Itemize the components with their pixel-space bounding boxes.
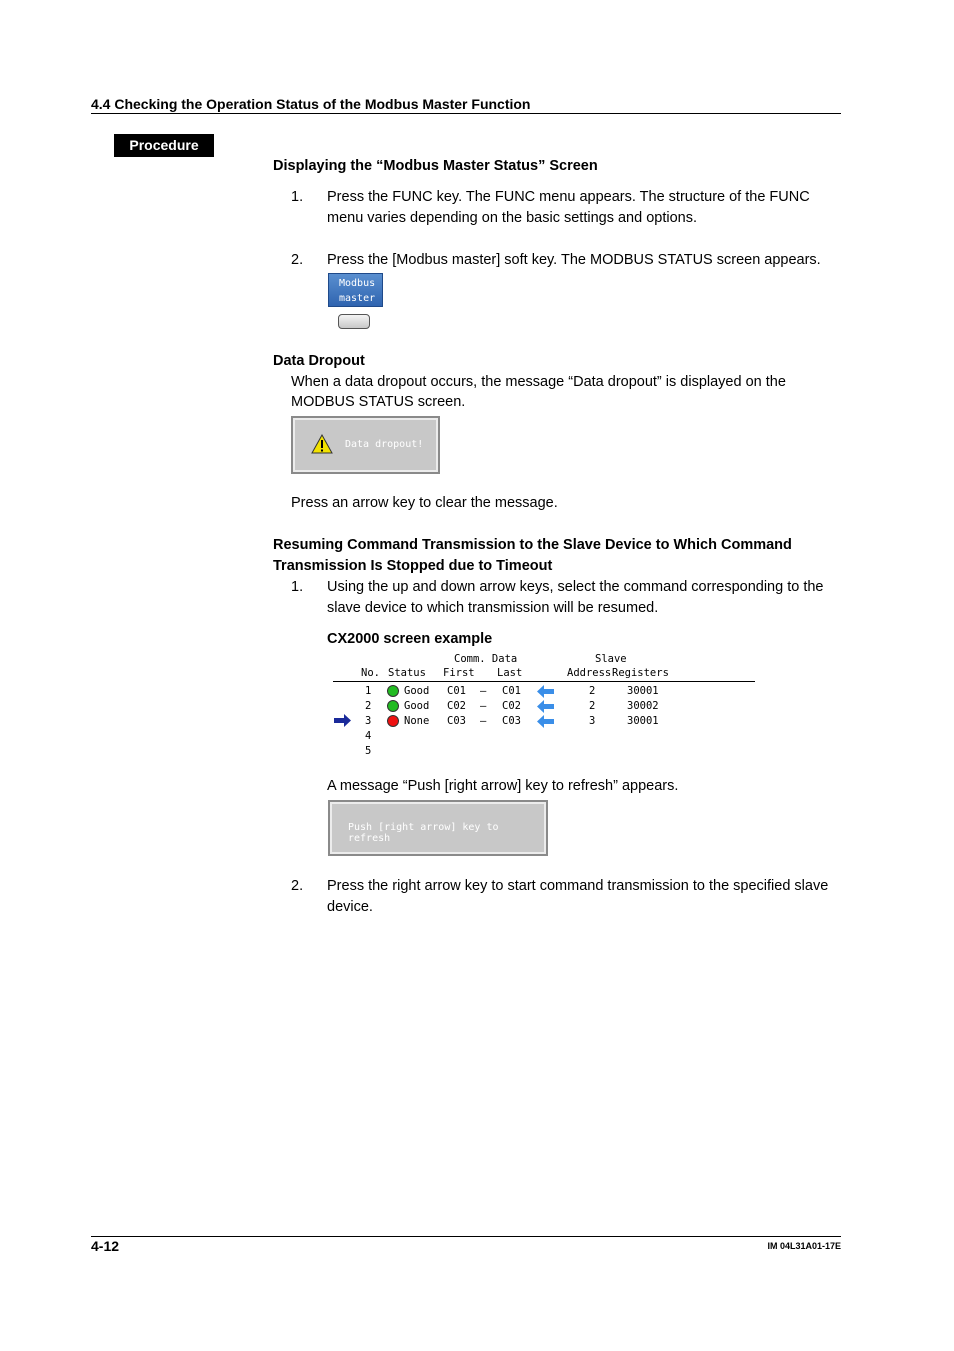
table-divider [333,681,755,682]
step-text: slave device to which transmission will be resumed. [327,600,659,616]
row-dash: – [480,700,487,712]
selection-arrow-icon [334,714,351,727]
row-registers: 30001 [627,715,659,727]
document-id: IM 04L31A01-17E [767,1241,841,1251]
row-no: 4 [365,730,372,742]
status-none-icon [387,715,399,727]
refresh-note: A message “Push [right arrow] key to refresh” appears. [327,778,679,794]
step-number: 1. [291,579,304,595]
resume-heading: Resuming Command Transmission to the Slave Device to Which Command [273,537,792,553]
left-arrow-icon [537,685,554,698]
row-no: 2 [365,700,372,712]
softkey-label: Modbus [339,278,376,289]
section-header: 4.4 Checking the Operation Status of the Modbus Master Function [91,95,841,114]
row-address: 3 [589,715,596,727]
page-number: 4-12 [91,1238,120,1254]
dropout-after-text: Press an arrow key to clear the message. [291,495,558,511]
step-text: Press the FUNC key. The FUNC menu appears. The structure of the FUNC [327,189,810,205]
resume-heading: Transmission Is Stopped due to Timeout [273,558,553,574]
modbus-master-softkey[interactable] [328,273,383,307]
dropout-text: MODBUS STATUS screen. [291,394,466,410]
dropout-message-text: Data dropout! [345,439,424,450]
row-status: Good [404,685,430,697]
row-dash: – [480,715,487,727]
footer-rule [91,1236,841,1237]
col-last: Last [497,667,523,679]
row-no: 1 [365,685,372,697]
step-text: device. [327,899,373,915]
procedure-badge: Procedure [114,134,214,157]
soft-key-button[interactable] [338,314,370,329]
step-text: Using the up and down arrow keys, select the command corresponding to the [327,579,824,595]
status-good-icon [387,685,399,697]
step-number: 2. [291,878,304,894]
left-arrow-icon [537,715,554,728]
refresh-message [328,800,548,856]
data-dropout-message [291,416,440,474]
step-number: 1. [291,189,304,205]
status-good-icon [387,700,399,712]
example-title: CX2000 screen example [327,631,493,647]
row-last: C02 [502,700,521,712]
row-registers: 30001 [627,685,659,697]
col-status: Status [388,667,426,679]
step-number: 2. [291,252,304,268]
group-header-slave: Slave [595,653,627,665]
step-text: Press the right arrow key to start command transmission to the specified slave [327,878,829,894]
left-arrow-icon [537,700,554,713]
row-dash: – [480,685,487,697]
row-address: 2 [589,685,596,697]
dropout-heading: Data Dropout [273,353,365,369]
row-first: C02 [447,700,466,712]
cx2000-status-table [333,652,755,762]
row-status: Good [404,700,430,712]
row-registers: 30002 [627,700,659,712]
row-address: 2 [589,700,596,712]
refresh-message-text: Push [right arrow] key to refresh [348,822,499,844]
row-status: None [404,715,430,727]
col-address: Address [567,667,612,679]
row-no: 3 [365,715,372,727]
step-text: Press the [Modbus master] soft key. The MODBUS STATUS screen appears. [327,252,821,268]
dropout-text: When a data dropout occurs, the message “Data dropout” is displayed on the [291,374,786,390]
row-last: C03 [502,715,521,727]
step-text: menu varies depending on the basic settings and options. [327,210,697,226]
group-header-comm-data: Comm. Data [454,653,518,665]
col-no: No. [361,667,380,679]
row-last: C01 [502,685,521,697]
row-first: C03 [447,715,466,727]
row-no: 5 [365,745,372,757]
warning-icon [311,434,333,454]
col-registers: Registers [612,667,669,679]
display-heading: Displaying the “Modbus Master Status” Screen [273,158,598,174]
row-first: C01 [447,685,466,697]
col-first: First [443,667,475,679]
softkey-label: master [339,293,376,304]
